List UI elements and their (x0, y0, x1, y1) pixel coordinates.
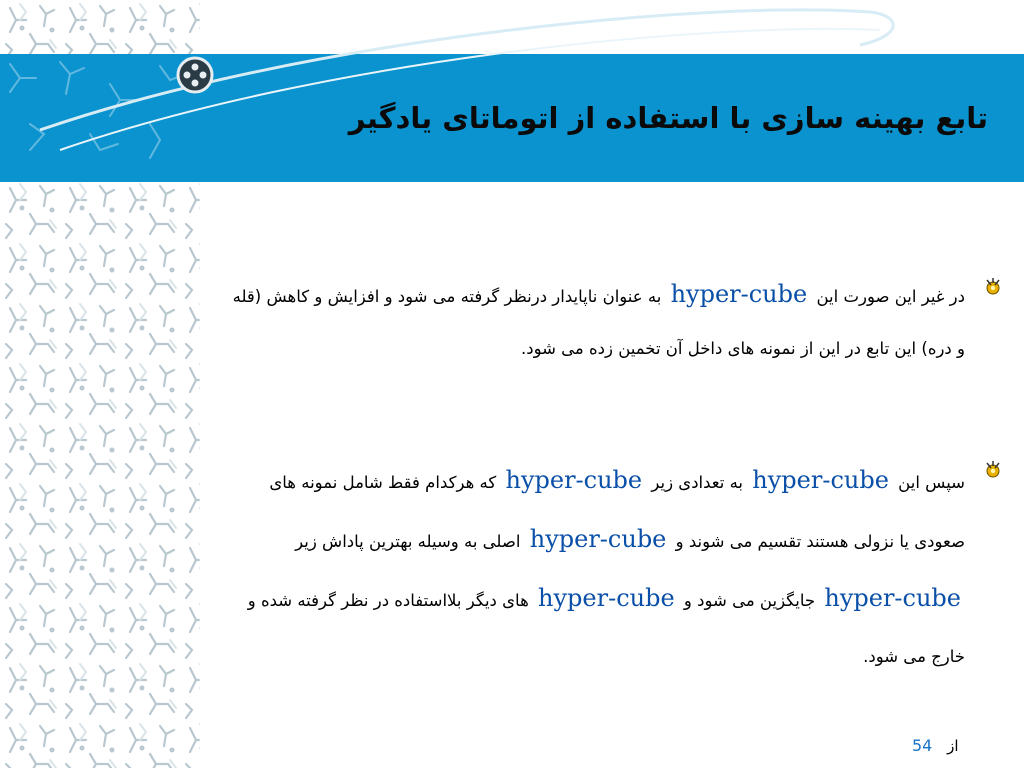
english-term: hyper-cube (752, 466, 889, 494)
text-run: سپس این (898, 473, 965, 492)
paragraph-line (60, 452, 965, 511)
english-term: hyper-cube (505, 466, 643, 494)
paragraph-line (60, 570, 965, 629)
page-of-label: از (947, 737, 959, 755)
paragraph-line (60, 323, 965, 375)
slide-title: تابع بهینه سازی با استفاده از اتوماتای یادگیر (348, 101, 988, 135)
page-indicator (912, 736, 959, 755)
paragraph-line (60, 268, 965, 323)
english-term: hyper-cube (670, 280, 808, 308)
english-term: hyper-cube (529, 525, 667, 553)
text-run: و دره) این تابع در این از نمونه های داخل آن تخمین زده می شود. (520, 339, 965, 358)
text-run: جایگزین می شود و (683, 591, 816, 610)
page-number: 54 (912, 736, 933, 755)
flower-bullet-icon (982, 276, 1004, 298)
text-run: به تعدادی زیر (651, 473, 744, 492)
paragraph-line (60, 511, 965, 570)
text-run: خارج می شود. (863, 647, 965, 666)
text-run: در غیر این صورت این (816, 287, 965, 306)
bullet-paragraph-1 (60, 268, 965, 375)
english-term: hyper-cube (538, 584, 675, 612)
flower-bullet-icon (982, 459, 1004, 481)
text-run: های دیگر بلااستفاده در نظر گرفته شده و (247, 591, 529, 610)
text-run: اصلی به وسیله بهترین پاداش زیر (295, 532, 521, 551)
orb-icon (175, 55, 215, 95)
paragraph-line (60, 629, 965, 685)
text-run: که هرکدام فقط شامل نمونه های (269, 473, 497, 492)
text-run: به عنوان ناپایدار درنظر گرفته می شود و افزایش و کاهش (قله (232, 287, 662, 306)
english-term: hyper-cube (824, 584, 961, 612)
text-run: صعودی یا نزولی هستند تقسیم می شوند و (675, 532, 965, 551)
bullet-paragraph-2 (60, 452, 965, 685)
